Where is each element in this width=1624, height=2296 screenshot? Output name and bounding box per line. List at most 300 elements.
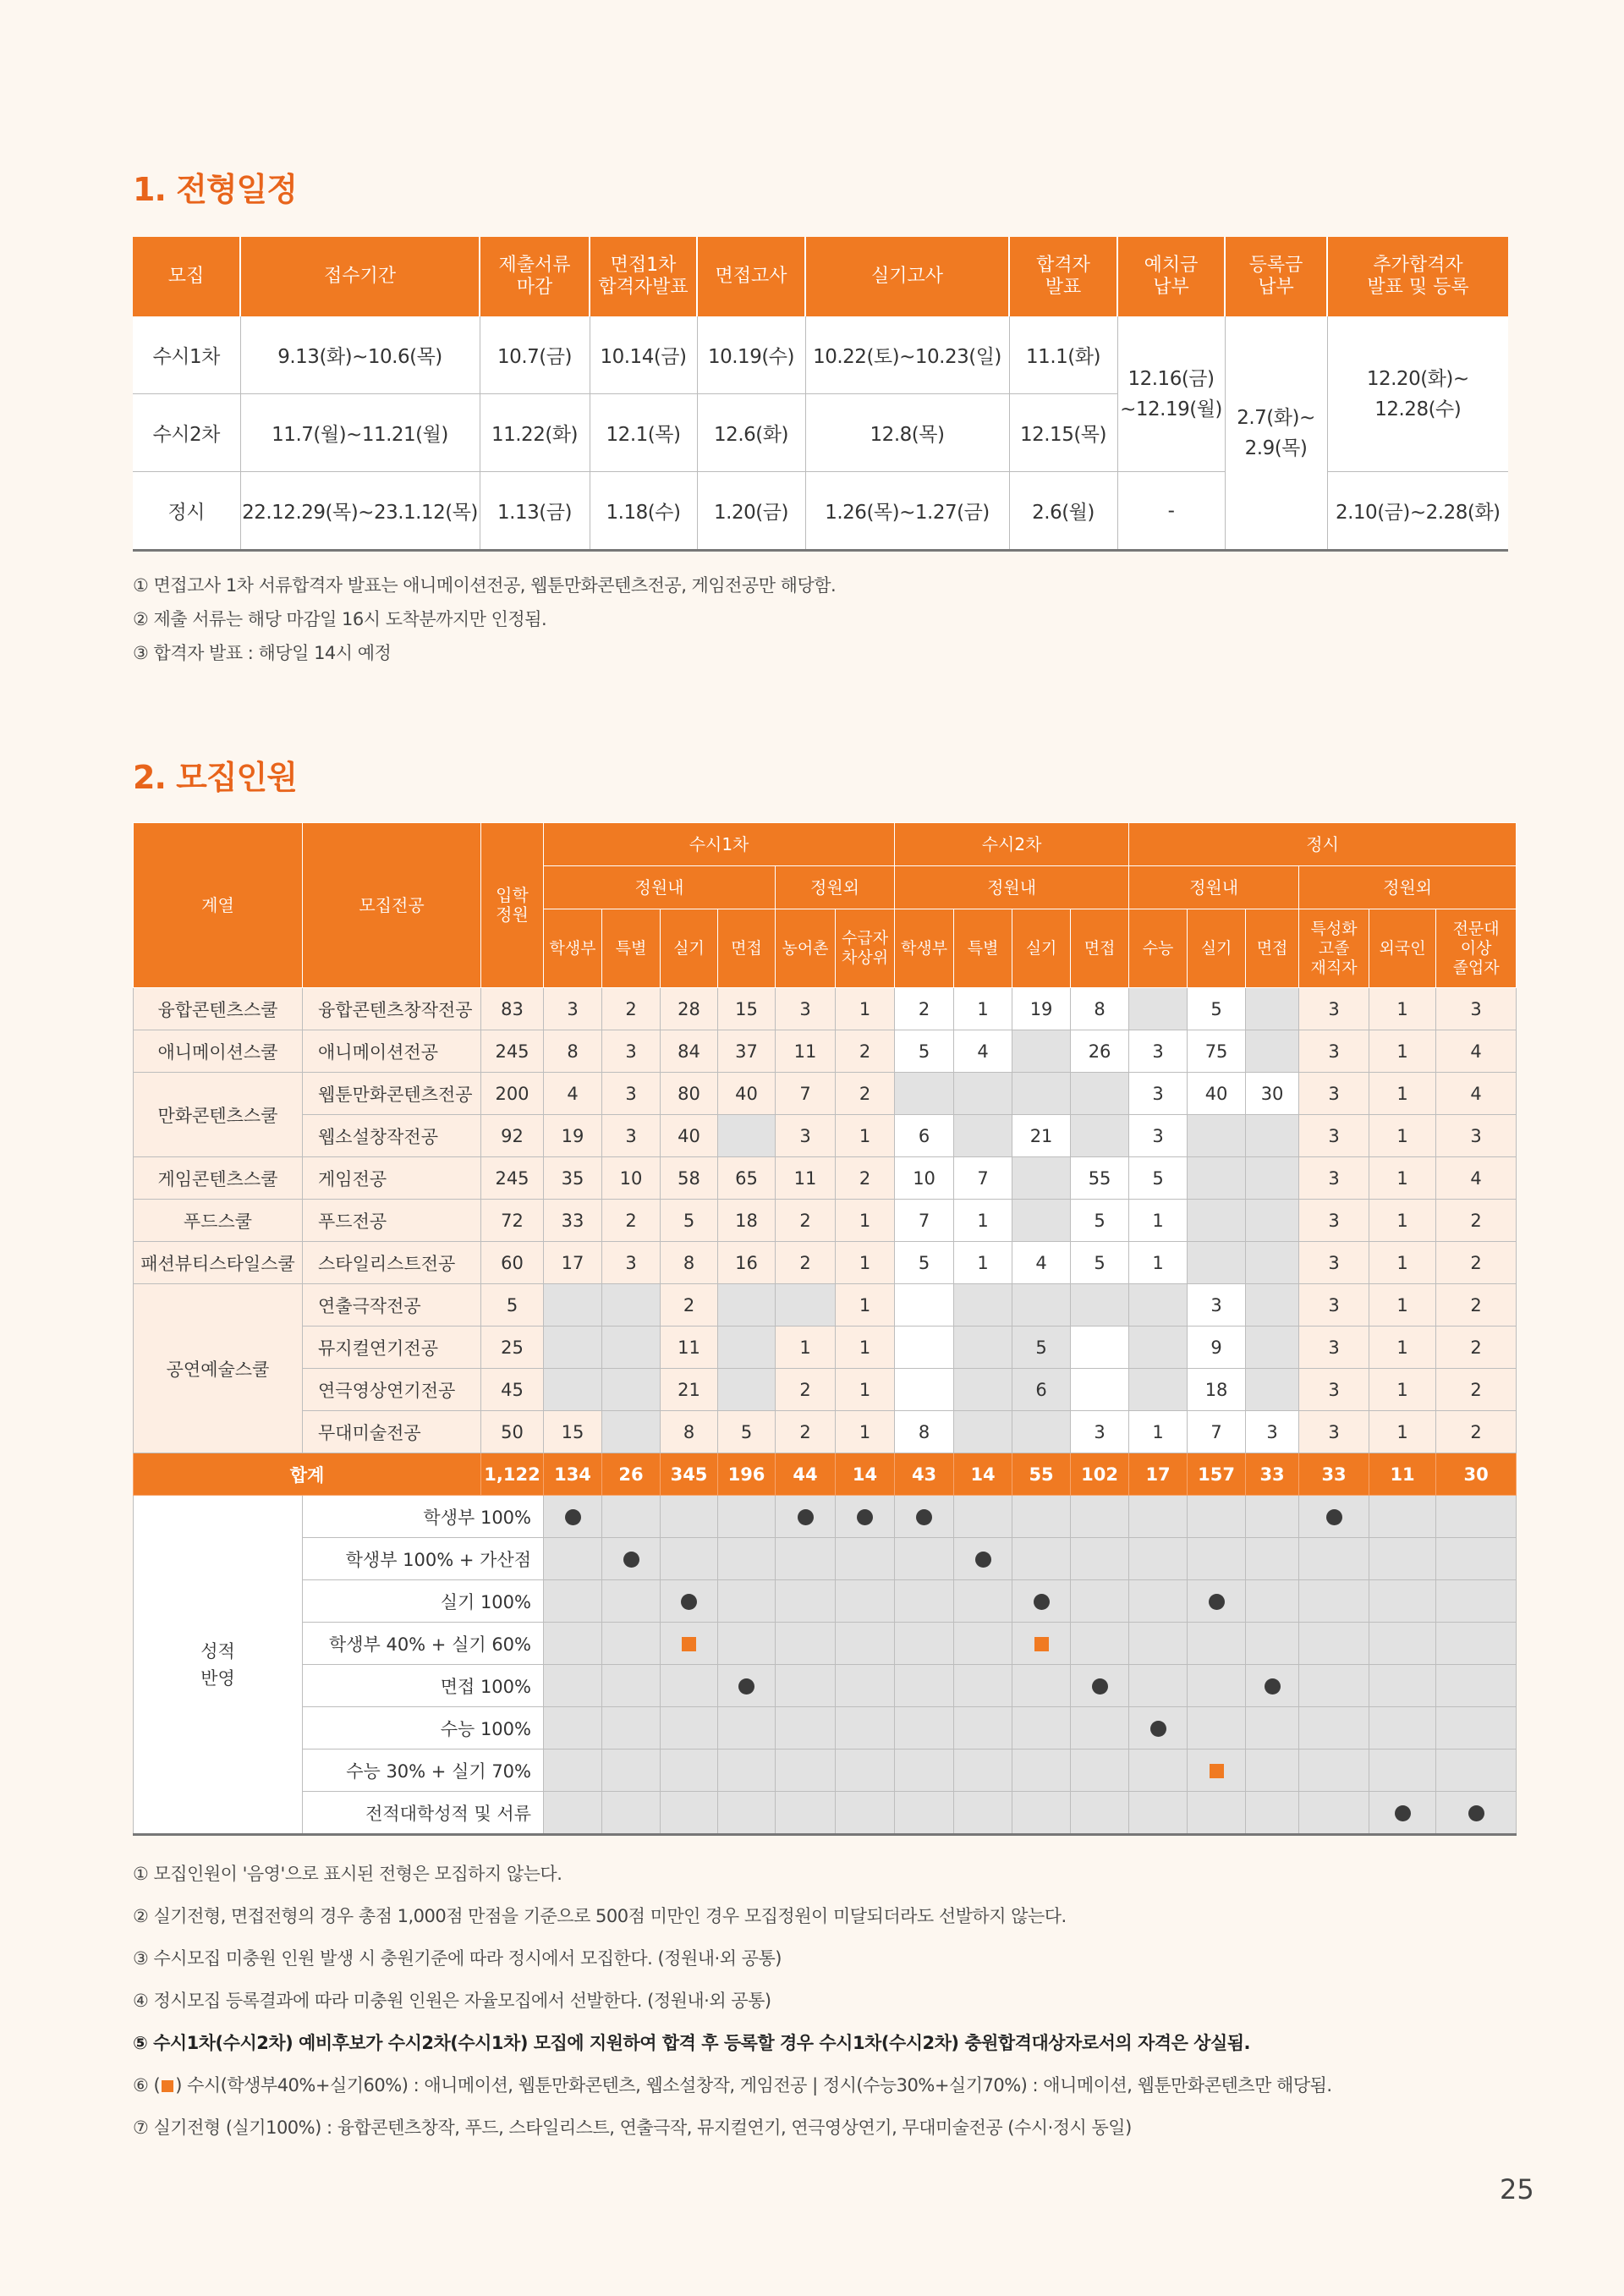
- header-jeongsi: 정시: [1129, 823, 1517, 866]
- reflection-cell: [1129, 1792, 1188, 1835]
- value-cell: 19: [544, 1115, 602, 1157]
- reflection-cell: [1299, 1496, 1369, 1538]
- note-item: [133, 2064, 1332, 2106]
- value-cell: [718, 1284, 776, 1327]
- reflection-method: 학생부 100% + 가산점: [303, 1538, 544, 1580]
- value-cell: [718, 1369, 776, 1411]
- value-cell: 2: [776, 1369, 836, 1411]
- value-cell: 5: [895, 1242, 954, 1284]
- value-cell: 1: [1369, 1200, 1436, 1242]
- value-cell: 1: [1129, 1411, 1188, 1453]
- reflection-row: [134, 1538, 1517, 1580]
- header-subtype: 학생부: [895, 909, 954, 988]
- reflection-cell: [602, 1496, 661, 1538]
- reflection-cell: [1071, 1538, 1129, 1580]
- reflection-cell: [544, 1580, 602, 1623]
- reflection-cell: [1071, 1749, 1129, 1792]
- reflection-cell: [836, 1580, 895, 1623]
- reflection-cell: [954, 1538, 1012, 1580]
- schedule-cell: -: [1117, 472, 1225, 551]
- category-cell: 패션뷰티스타일스쿨: [134, 1242, 303, 1284]
- schedule-cell: 1.20(금): [697, 472, 805, 551]
- total-row: [134, 1453, 1517, 1496]
- value-cell: 3: [1188, 1284, 1246, 1327]
- schedule-header: 면접1차 합격자발표: [590, 237, 697, 316]
- value-cell: 1: [776, 1327, 836, 1369]
- reflection-cell: [1012, 1792, 1071, 1835]
- header-subtype: 학생부: [544, 909, 602, 988]
- value-cell: 3: [1299, 1115, 1369, 1157]
- reflection-cell: [836, 1749, 895, 1792]
- reflection-cell: [1246, 1792, 1299, 1835]
- quota-cell: 83: [481, 988, 544, 1030]
- value-cell: 5: [1071, 1200, 1129, 1242]
- header-subtype: 수급자 차상위: [836, 909, 895, 988]
- total-cell: 33: [1299, 1453, 1369, 1496]
- reflection-cell: [1369, 1580, 1436, 1623]
- value-cell: 2: [776, 1411, 836, 1453]
- reflection-cell: [954, 1496, 1012, 1538]
- reflection-cell: [661, 1749, 718, 1792]
- reflection-cell: [836, 1665, 895, 1707]
- value-cell: 8: [895, 1411, 954, 1453]
- value-cell: 55: [1071, 1157, 1129, 1200]
- note-item: ① 면접고사 1차 서류합격자 발표는 애니메이션전공, 웹툰만화콘텐츠전공, 게임전공만 해당함.: [133, 575, 837, 596]
- reflection-cell: [1299, 1623, 1369, 1665]
- schedule-cell: 2.10(금)~2.28(화): [1327, 472, 1508, 551]
- schedule-cell: 수시1차: [133, 316, 240, 394]
- reflection-cell: [661, 1792, 718, 1835]
- reflection-cell: [1436, 1665, 1517, 1707]
- reflection-cell: [895, 1580, 954, 1623]
- dot-icon: [1034, 1594, 1050, 1610]
- value-cell: [1246, 1157, 1299, 1200]
- reflection-cell: [718, 1707, 776, 1749]
- reflection-cell: [1188, 1496, 1246, 1538]
- reflection-cell: [836, 1496, 895, 1538]
- schedule-cell: 2.6(월): [1009, 472, 1117, 551]
- schedule-cell: 10.22(토)~10.23(일): [805, 316, 1009, 394]
- section1-title: 1. 전형일정: [133, 171, 297, 208]
- reflection-cell: [1369, 1749, 1436, 1792]
- value-cell: 2: [1436, 1200, 1517, 1242]
- schedule-cell: 12.8(목): [805, 394, 1009, 472]
- value-cell: 8: [661, 1411, 718, 1453]
- value-cell: 3: [1129, 1073, 1188, 1115]
- value-cell: [954, 1073, 1012, 1115]
- reflection-cell: [1369, 1707, 1436, 1749]
- value-cell: 65: [718, 1157, 776, 1200]
- reflection-row: [134, 1623, 1517, 1665]
- reflection-cell: [602, 1707, 661, 1749]
- value-cell: 3: [1299, 988, 1369, 1030]
- value-cell: 6: [895, 1115, 954, 1157]
- value-cell: [1246, 1242, 1299, 1284]
- reflection-cell: [1129, 1538, 1188, 1580]
- value-cell: 40: [661, 1115, 718, 1157]
- value-cell: 4: [1436, 1073, 1517, 1115]
- reflection-cell: [1246, 1665, 1299, 1707]
- reflection-cell: [1246, 1623, 1299, 1665]
- reflection-cell: [661, 1665, 718, 1707]
- value-cell: 5: [1012, 1327, 1071, 1369]
- table-row: [134, 1157, 1517, 1200]
- reflection-cell: [661, 1538, 718, 1580]
- header-subtype: 면접: [718, 909, 776, 988]
- reflection-cell: [1299, 1792, 1369, 1835]
- header-subtype: 실기: [1012, 909, 1071, 988]
- header-quota: 입학 정원: [481, 823, 544, 988]
- schedule-cell: 11.1(화): [1009, 316, 1117, 394]
- note-item: ② 제출 서류는 해당 마감일 16시 도착분까지만 인정됨.: [133, 609, 547, 629]
- value-cell: 1: [1369, 1369, 1436, 1411]
- value-cell: [954, 1284, 1012, 1327]
- table-row: [134, 1073, 1517, 1115]
- reflection-cell: [954, 1707, 1012, 1749]
- header-quota-in: 정원내: [544, 866, 776, 909]
- table-row: [134, 1327, 1517, 1369]
- value-cell: [602, 1327, 661, 1369]
- value-cell: 4: [954, 1030, 1012, 1073]
- value-cell: 35: [544, 1157, 602, 1200]
- note-item: ③ 합격자 발표 : 해당일 14시 예정: [133, 643, 392, 663]
- value-cell: 3: [1436, 988, 1517, 1030]
- value-cell: [1246, 1115, 1299, 1157]
- dot-icon: [1326, 1509, 1342, 1525]
- value-cell: 4: [1012, 1242, 1071, 1284]
- reflection-cell: [1129, 1580, 1188, 1623]
- value-cell: 3: [602, 1030, 661, 1073]
- value-cell: [1012, 1030, 1071, 1073]
- reflection-cell: [895, 1623, 954, 1665]
- reflection-cell: [776, 1792, 836, 1835]
- reflection-cell: [602, 1538, 661, 1580]
- reflection-cell: [954, 1792, 1012, 1835]
- reflection-method: 학생부 40% + 실기 60%: [303, 1623, 544, 1665]
- value-cell: 1: [1369, 1411, 1436, 1453]
- dot-icon: [623, 1552, 639, 1568]
- value-cell: 1: [1369, 1030, 1436, 1073]
- header-quota-in: 정원내: [895, 866, 1129, 909]
- value-cell: 1: [954, 1242, 1012, 1284]
- schedule-header: 모집: [133, 237, 240, 316]
- value-cell: 2: [1436, 1242, 1517, 1284]
- value-cell: 1: [1369, 1242, 1436, 1284]
- value-cell: 1: [954, 1200, 1012, 1242]
- reflection-cell: [1369, 1623, 1436, 1665]
- header-subtype: 전문대 이상 졸업자: [1436, 909, 1517, 988]
- value-cell: [602, 1411, 661, 1453]
- note-item: ③ 수시모집 미충원 인원 발생 시 충원기준에 따라 정시에서 모집한다. (정원내·외 공통): [133, 1948, 782, 1969]
- reflection-cell: [602, 1749, 661, 1792]
- reflection-cell: [836, 1538, 895, 1580]
- reflection-cell: [954, 1749, 1012, 1792]
- reflection-cell: [1129, 1707, 1188, 1749]
- header-row: [134, 823, 1517, 866]
- reflection-cell: [954, 1623, 1012, 1665]
- square-marker-icon: [162, 2080, 173, 2092]
- schedule-header: 실기고사: [805, 237, 1009, 316]
- header-subtype: 면접: [1071, 909, 1129, 988]
- value-cell: 18: [1188, 1369, 1246, 1411]
- value-cell: 2: [1436, 1369, 1517, 1411]
- reflection-cell: [1246, 1707, 1299, 1749]
- note-item: ② 실기전형, 면접전형의 경우 총점 1,000점 만점을 기준으로 500점 미만인 경우 모집정원이 미달되더라도 선발하지 않는다.: [133, 1906, 1067, 1926]
- recruitment-notes: [133, 1853, 1332, 2149]
- header-subtype: 면접: [1246, 909, 1299, 988]
- reflection-cell: [1012, 1665, 1071, 1707]
- reflection-cell: [1129, 1749, 1188, 1792]
- value-cell: 11: [776, 1030, 836, 1073]
- value-cell: 2: [776, 1242, 836, 1284]
- category-cell: 만화콘텐츠스쿨: [134, 1073, 303, 1157]
- value-cell: [718, 1327, 776, 1369]
- value-cell: 28: [661, 988, 718, 1030]
- value-cell: [1071, 1327, 1129, 1369]
- major-cell: 게임전공: [303, 1157, 481, 1200]
- value-cell: 8: [544, 1030, 602, 1073]
- total-cell: 17: [1129, 1453, 1188, 1496]
- table-row: [134, 988, 1517, 1030]
- value-cell: 1: [1369, 1327, 1436, 1369]
- header-major: 모집전공: [303, 823, 481, 988]
- value-cell: 1: [1369, 1284, 1436, 1327]
- reflection-cell: [1129, 1623, 1188, 1665]
- reflection-cell: [544, 1496, 602, 1538]
- dot-icon: [1468, 1805, 1484, 1821]
- reflection-cell: [1299, 1580, 1369, 1623]
- reflection-cell: [895, 1792, 954, 1835]
- value-cell: 1: [836, 988, 895, 1030]
- schedule-row: [133, 316, 1508, 394]
- value-cell: 4: [1436, 1030, 1517, 1073]
- schedule-cell-deposit: 12.16(금) ~12.19(월): [1117, 316, 1225, 472]
- value-cell: [718, 1115, 776, 1157]
- reflection-cell: [1436, 1538, 1517, 1580]
- schedule-cell: 수시2차: [133, 394, 240, 472]
- reflection-cell: [718, 1749, 776, 1792]
- value-cell: 1: [836, 1115, 895, 1157]
- total-cell: 44: [776, 1453, 836, 1496]
- schedule-table: [133, 237, 1508, 552]
- reflection-row: [134, 1707, 1517, 1749]
- reflection-cell: [718, 1538, 776, 1580]
- reflection-cell: [1012, 1749, 1071, 1792]
- total-quota: 1,122: [481, 1453, 544, 1496]
- schedule-cell: 12.15(목): [1009, 394, 1117, 472]
- header-subtype: 농어촌: [776, 909, 836, 988]
- value-cell: 8: [1071, 988, 1129, 1030]
- total-cell: 345: [661, 1453, 718, 1496]
- dot-icon: [857, 1509, 873, 1525]
- schedule-header: 등록금 납부: [1225, 237, 1327, 316]
- value-cell: 5: [1129, 1157, 1188, 1200]
- dot-icon: [565, 1509, 581, 1525]
- reflection-cell: [1436, 1623, 1517, 1665]
- reflection-row: [134, 1580, 1517, 1623]
- note-item: ④ 정시모집 등록결과에 따라 미충원 인원은 자율모집에서 선발한다. (정원내·외 공통): [133, 1991, 771, 2011]
- value-cell: [1246, 988, 1299, 1030]
- reflection-cell: [776, 1749, 836, 1792]
- table-row: [134, 1284, 1517, 1327]
- major-cell: 스타일리스트전공: [303, 1242, 481, 1284]
- value-cell: 1: [1369, 1115, 1436, 1157]
- reflection-cell: [1246, 1538, 1299, 1580]
- header-quota-out: 정원외: [776, 866, 895, 909]
- reflection-cell: [1188, 1623, 1246, 1665]
- reflection-cell: [1188, 1538, 1246, 1580]
- reflection-cell: [1299, 1538, 1369, 1580]
- reflection-cell: [1012, 1707, 1071, 1749]
- category-cell: 융합콘텐츠스쿨: [134, 988, 303, 1030]
- value-cell: 1: [954, 988, 1012, 1030]
- reflection-cell: [661, 1707, 718, 1749]
- reflection-cell: [718, 1623, 776, 1665]
- header-subtype: 특별: [602, 909, 661, 988]
- header-subtype: 수능: [1129, 909, 1188, 988]
- reflection-label: 성적 반영: [134, 1496, 303, 1835]
- value-cell: [1246, 1200, 1299, 1242]
- value-cell: 3: [1299, 1157, 1369, 1200]
- schedule-cell: 22.12.29(목)~23.1.12(목): [240, 472, 480, 551]
- square-icon: [1210, 1764, 1224, 1778]
- reflection-cell: [544, 1538, 602, 1580]
- value-cell: [954, 1369, 1012, 1411]
- value-cell: 1: [1369, 988, 1436, 1030]
- value-cell: 3: [1246, 1411, 1299, 1453]
- value-cell: 6: [1012, 1369, 1071, 1411]
- note-item: ⑦ 실기전형 (실기100%) : 융합콘텐츠창작, 푸드, 스타일리스트, 연출극작, 뮤지컬연기, 연극영상연기, 무대미술전공 (수시·정시 동일): [133, 2117, 1132, 2138]
- value-cell: [1071, 1369, 1129, 1411]
- value-cell: 3: [1299, 1411, 1369, 1453]
- value-cell: 11: [776, 1157, 836, 1200]
- reflection-cell: [1071, 1496, 1129, 1538]
- value-cell: 75: [1188, 1030, 1246, 1073]
- reflection-cell: [1299, 1749, 1369, 1792]
- header-subtype: 특별: [954, 909, 1012, 988]
- total-cell: 157: [1188, 1453, 1246, 1496]
- table-row: [134, 1200, 1517, 1242]
- value-cell: 21: [1012, 1115, 1071, 1157]
- value-cell: [1129, 1327, 1188, 1369]
- value-cell: 40: [1188, 1073, 1246, 1115]
- schedule-cell-additional: 12.20(화)~ 12.28(수): [1327, 316, 1508, 472]
- value-cell: 5: [1071, 1242, 1129, 1284]
- reflection-cell: [1188, 1707, 1246, 1749]
- header-subtype: 실기: [661, 909, 718, 988]
- schedule-header: 추가합격자 발표 및 등록: [1327, 237, 1508, 316]
- header-susi2: 수시2차: [895, 823, 1129, 866]
- value-cell: 19: [1012, 988, 1071, 1030]
- schedule-cell: 11.22(화): [480, 394, 590, 472]
- value-cell: [1071, 1073, 1129, 1115]
- reflection-cell: [1299, 1665, 1369, 1707]
- reflection-cell: [661, 1496, 718, 1538]
- quota-cell: 25: [481, 1327, 544, 1369]
- value-cell: 37: [718, 1030, 776, 1073]
- value-cell: [1188, 1157, 1246, 1200]
- reflection-cell: [895, 1749, 954, 1792]
- reflection-cell: [1436, 1707, 1517, 1749]
- reflection-row: [134, 1792, 1517, 1835]
- schedule-cell: 1.18(수): [590, 472, 697, 551]
- dot-icon: [798, 1509, 814, 1525]
- reflection-cell: [1129, 1665, 1188, 1707]
- reflection-cell: [1071, 1623, 1129, 1665]
- quota-cell: 200: [481, 1073, 544, 1115]
- reflection-cell: [718, 1580, 776, 1623]
- reflection-cell: [1012, 1496, 1071, 1538]
- total-cell: 26: [602, 1453, 661, 1496]
- value-cell: [895, 1369, 954, 1411]
- value-cell: 3: [1129, 1115, 1188, 1157]
- value-cell: 9: [1188, 1327, 1246, 1369]
- value-cell: [544, 1369, 602, 1411]
- reflection-cell: [954, 1665, 1012, 1707]
- value-cell: [895, 1284, 954, 1327]
- value-cell: 1: [1369, 1073, 1436, 1115]
- total-label: 합계: [134, 1453, 481, 1496]
- value-cell: 3: [776, 1115, 836, 1157]
- total-cell: 43: [895, 1453, 954, 1496]
- reflection-cell: [1188, 1792, 1246, 1835]
- schedule-cell: 10.7(금): [480, 316, 590, 394]
- value-cell: 3: [776, 988, 836, 1030]
- value-cell: [1246, 1284, 1299, 1327]
- quota-cell: 245: [481, 1157, 544, 1200]
- reflection-cell: [544, 1749, 602, 1792]
- schedule-cell: 1.13(금): [480, 472, 590, 551]
- note-prefix: ⑥ (: [133, 2075, 161, 2096]
- value-cell: [602, 1369, 661, 1411]
- schedule-cell: 정시: [133, 472, 240, 551]
- value-cell: 5: [661, 1200, 718, 1242]
- value-cell: 16: [718, 1242, 776, 1284]
- value-cell: 1: [1369, 1157, 1436, 1200]
- value-cell: 2: [1436, 1411, 1517, 1453]
- value-cell: 7: [1188, 1411, 1246, 1453]
- total-cell: 14: [954, 1453, 1012, 1496]
- dot-icon: [681, 1594, 697, 1610]
- major-cell: 웹소설창작전공: [303, 1115, 481, 1157]
- schedule-cell: 12.1(목): [590, 394, 697, 472]
- value-cell: [544, 1284, 602, 1327]
- quota-cell: 50: [481, 1411, 544, 1453]
- reflection-cell: [895, 1665, 954, 1707]
- reflection-cell: [1369, 1538, 1436, 1580]
- schedule-header: 면접고사: [697, 237, 805, 316]
- schedule-cell: 1.26(목)~1.27(금): [805, 472, 1009, 551]
- value-cell: 3: [1129, 1030, 1188, 1073]
- schedule-header: 제출서류 마감: [480, 237, 590, 316]
- value-cell: 15: [544, 1411, 602, 1453]
- reflection-cell: [836, 1623, 895, 1665]
- note-item: ① 모집인원이 '음영'으로 표시된 전형은 모집하지 않는다.: [133, 1864, 562, 1884]
- reflection-cell: [1071, 1792, 1129, 1835]
- value-cell: 1: [836, 1200, 895, 1242]
- reflection-method: 전적대학성적 및 서류: [303, 1792, 544, 1835]
- value-cell: 2: [836, 1030, 895, 1073]
- table-row: [134, 1115, 1517, 1157]
- value-cell: 2: [602, 1200, 661, 1242]
- reflection-cell: [776, 1707, 836, 1749]
- value-cell: [602, 1284, 661, 1327]
- category-cell: 공연예술스쿨: [134, 1284, 303, 1453]
- reflection-cell: [602, 1665, 661, 1707]
- total-cell: 134: [544, 1453, 602, 1496]
- schedule-notes: [133, 569, 836, 670]
- value-cell: 2: [661, 1284, 718, 1327]
